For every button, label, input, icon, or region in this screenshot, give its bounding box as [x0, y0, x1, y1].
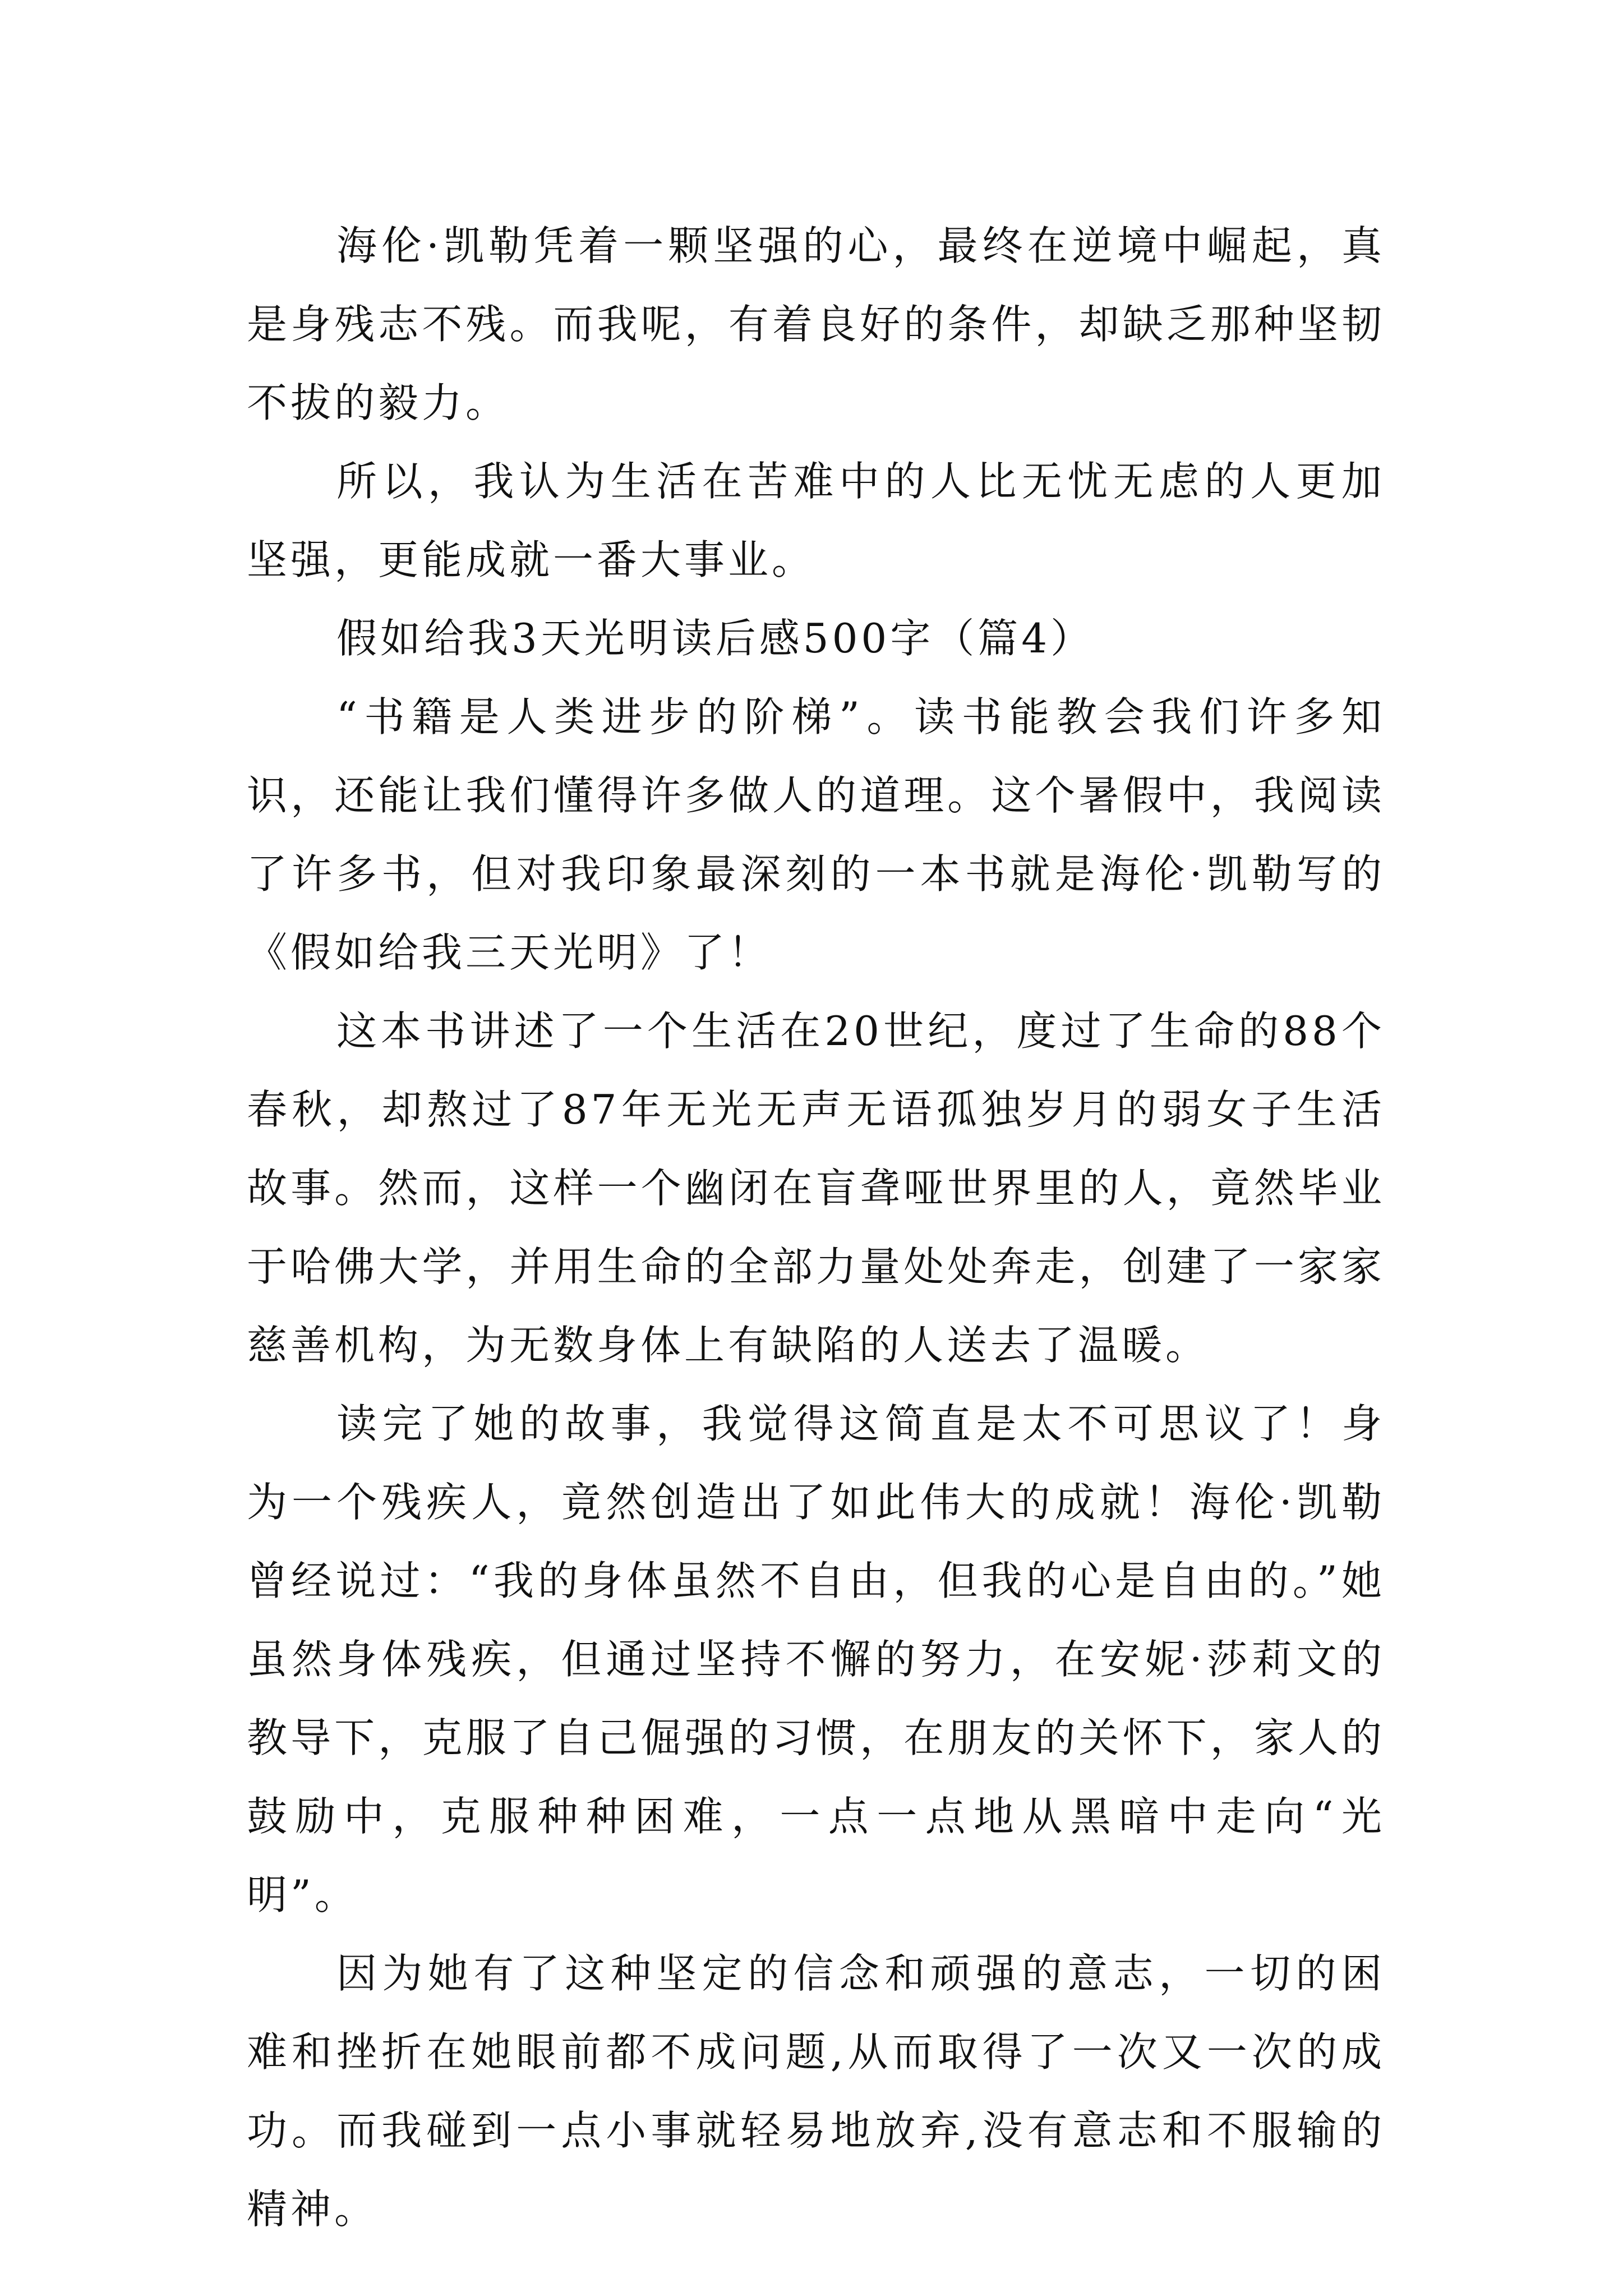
paragraph: “书籍是人类进步的阶梯”。读书能教会我们许多知识，还能让我们懂得许多做人的道理。这个暑假中，我阅读了许多书，但对我印象最深刻的一本书就是海伦·凯勒写的《假如给我三天光明》了！ — [247, 693, 1385, 976]
document-body — [247, 206, 1385, 2248]
paragraph: 读完了她的故事，我觉得这简直是太不可思议了！身为一个残疾人，竟然创造出了如此伟大的成就！海伦·凯勒曾经说过：“我的身体虽然不自由，但我的心是自由的。”她虽然身体残疾，但通过坚持不懈的努力，在安妮·莎莉文的教导下，克服了自己倔强的习惯，在朋友的关怀下，家人的鼓励中，克服种种困难，一点一点地从黑暗中走向“光明”。 — [247, 1400, 1385, 1918]
paragraph: 所以，我认为生活在苦难中的人比无忧无虑的人更加坚强，更能成就一番大事业。 — [247, 458, 1385, 583]
paragraph: 因为她有了这种坚定的信念和顽强的意志，一切的困难和挫折在她眼前都不成问题,从而取得了一次又一次的成功。而我碰到一点小事就轻易地放弃,没有意志和不服输的精神。 — [247, 1950, 1385, 2233]
paragraph: 这本书讲述了一个生活在20世纪，度过了生命的88个春秋，却熬过了87年无光无声无语孤独岁月的弱女子生活故事。然而，这样一个幽闭在盲聋哑世界里的人，竟然毕业于哈佛大学，并用生命的全部力量处处奔走，创建了一家家慈善机构，为无数身体上有缺陷的人送去了温暖。 — [247, 1007, 1385, 1369]
section-heading: 假如给我3天光明读后感500字（篇4） — [336, 615, 1095, 662]
paragraph: 海伦·凯勒凭着一颗坚强的心，最终在逆境中崛起，真是身残志不残。而我呢，有着良好的条件，却缺乏那种坚韧不拔的毅力。 — [247, 222, 1385, 426]
